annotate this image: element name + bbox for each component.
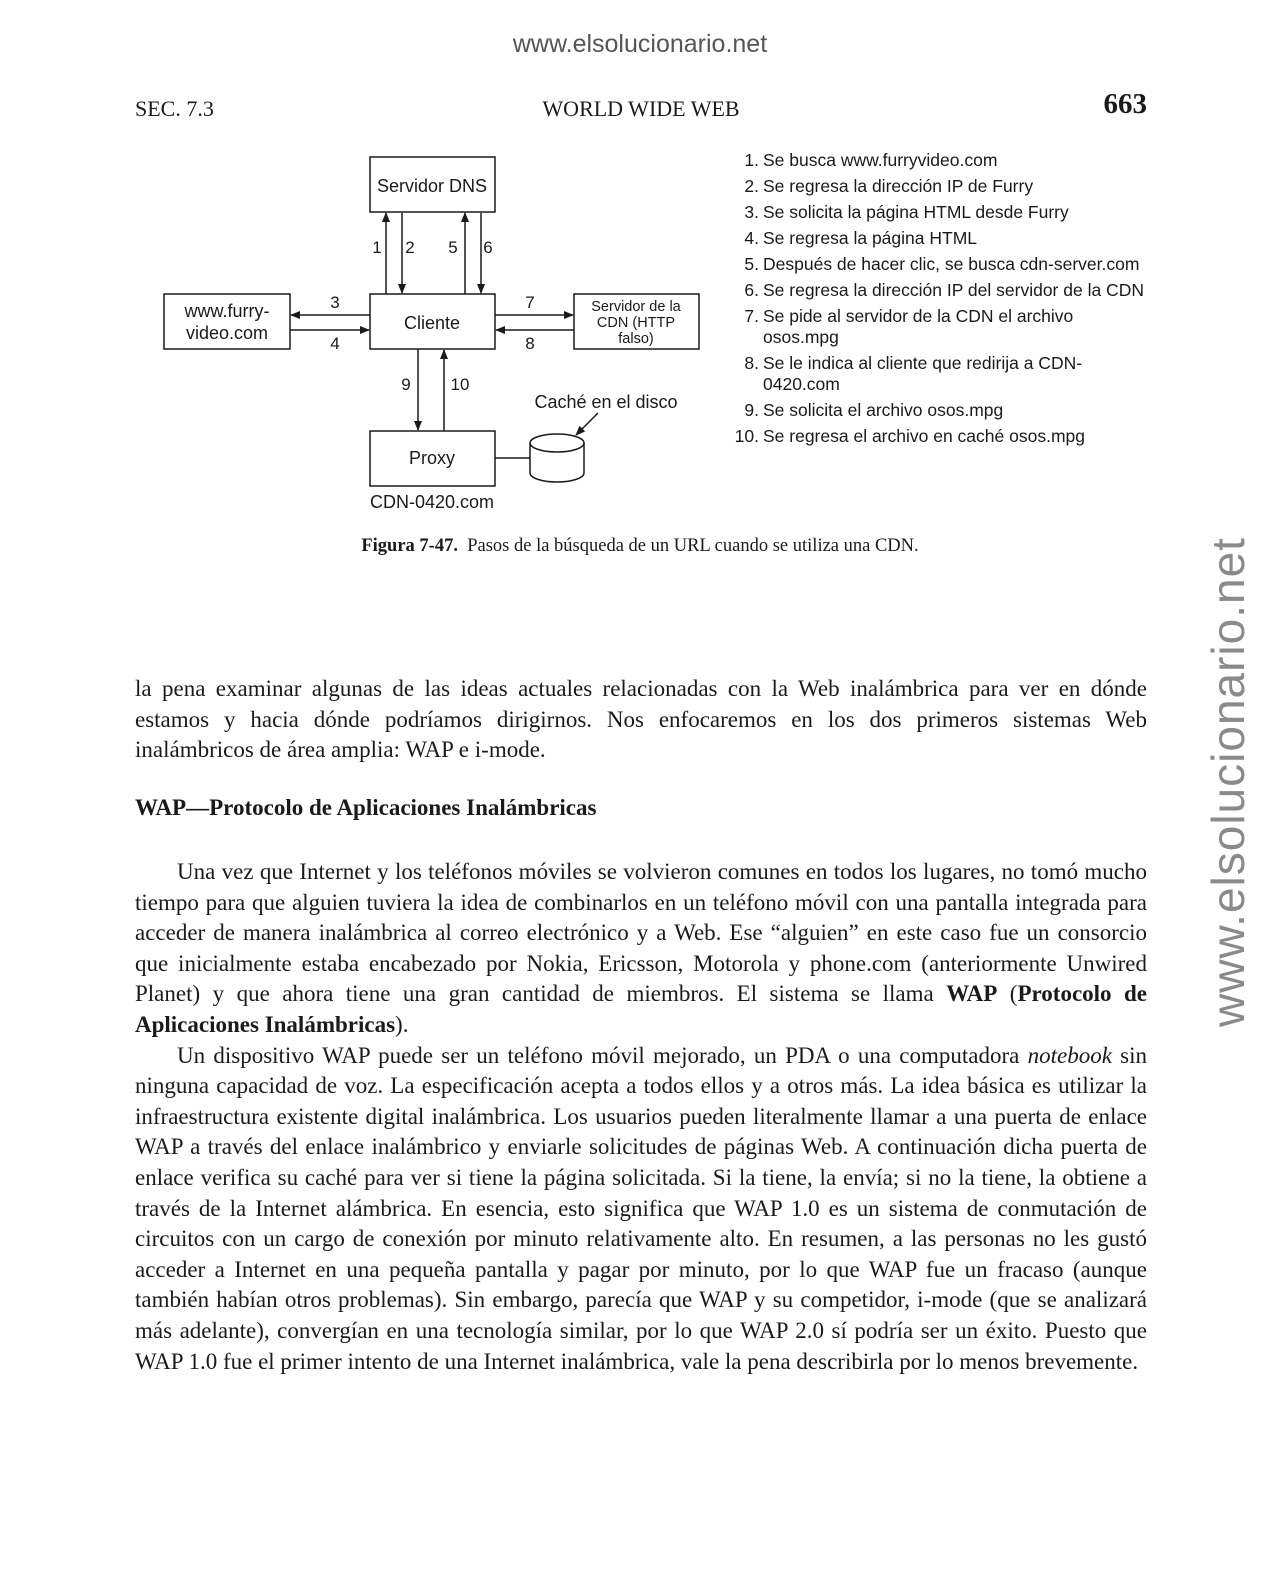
furry-label-line2: video.com bbox=[185, 323, 269, 343]
step-number: 5. bbox=[744, 254, 759, 274]
step-number: 1. bbox=[744, 150, 759, 170]
para2-wap-expansion: Protocolo de Aplicaciones Inalámbricas bbox=[135, 981, 1147, 1037]
cdn-label-line3: falso) bbox=[618, 331, 654, 347]
client-label: Cliente bbox=[403, 313, 461, 333]
step-text: Después de hacer clic, se busca cdn-server.com bbox=[763, 254, 1140, 274]
step-text: Se pide al servidor de la CDN el archivo osos.mpg bbox=[763, 306, 1074, 347]
step-text: Se busca www.furryvideo.com bbox=[763, 150, 998, 170]
para3-start: Un dispositivo WAP puede ser un teléfono móvil mejorado, un PDA o una computadora bbox=[177, 1042, 1028, 1068]
step-number: 8. bbox=[744, 353, 759, 373]
arrow-label-2: 2 bbox=[405, 238, 415, 257]
step-item bbox=[730, 280, 1150, 301]
step-number: 3. bbox=[744, 202, 759, 222]
step-text: Se le indica al cliente que redirija a CDN-0420.com bbox=[763, 353, 1083, 394]
arrow-label-8: 8 bbox=[525, 334, 535, 353]
step-list bbox=[730, 150, 1150, 452]
para2-wap-term: WAP bbox=[946, 981, 998, 1007]
cdn-label-line1: Servidor de la bbox=[591, 299, 681, 315]
arrow-label-5: 5 bbox=[448, 238, 458, 257]
arrow-label-7: 7 bbox=[525, 293, 535, 312]
para2-text: Una vez que Internet y los teléfonos móviles se volvieron comunes en todos los lugares, no tomó mucho tiempo para que alguien tuviera la idea de combinarlos en un teléfono móvil con una pantalla integrada para acceder de manera inalámbrica al correo electrónico y a Web. Ese “alguien” en este caso fue un consorcio que inicialmente estaba encabezado por Nokia, Ericsson, Motorola y phone.com (anteriormente Unwired Planet) y que ahora tiene una gran cantidad de miembros. El sistema se llama bbox=[135, 859, 1147, 1007]
dns-server-label: Servidor DNS bbox=[376, 176, 488, 196]
step-item bbox=[730, 400, 1150, 421]
step-number: 2. bbox=[744, 176, 759, 196]
step-text: Se solicita el archivo osos.mpg bbox=[763, 400, 1004, 420]
step-number: 7. bbox=[744, 306, 759, 326]
step-text: Se regresa la dirección IP de Furry bbox=[763, 176, 1034, 196]
step-number: 10. bbox=[734, 426, 759, 446]
para2-end: ). bbox=[395, 1011, 409, 1037]
paragraph-wap-device bbox=[135, 1041, 1147, 1378]
cdn-label-line2: CDN (HTTP bbox=[596, 315, 676, 331]
arrow-label-1: 1 bbox=[372, 238, 382, 257]
step-item bbox=[730, 176, 1150, 197]
para3-italic: notebook bbox=[1027, 1042, 1112, 1068]
arrow-label-6: 6 bbox=[483, 238, 493, 257]
step-text: Se regresa la dirección IP del servidor de la CDN bbox=[763, 280, 1144, 300]
step-item bbox=[730, 202, 1150, 223]
arrow-label-9: 9 bbox=[401, 375, 411, 394]
disk-cache-icon bbox=[530, 434, 584, 482]
step-text: Se regresa el archivo en caché osos.mpg bbox=[763, 426, 1085, 446]
cache-label: Caché en el disco bbox=[534, 392, 678, 412]
watermark-side: www.elsolucionario.net bbox=[1202, 537, 1254, 1027]
arrow-label-3: 3 bbox=[330, 293, 340, 312]
proxy-label: Proxy bbox=[408, 448, 456, 468]
para2-paren: ( bbox=[997, 981, 1018, 1007]
step-item bbox=[730, 426, 1150, 447]
step-text: Se solicita la página HTML desde Furry bbox=[763, 202, 1069, 222]
step-number: 9. bbox=[744, 400, 759, 420]
arrow-label-10: 10 bbox=[450, 375, 470, 394]
section-number: SEC. 7.3 bbox=[135, 96, 214, 121]
cdn-diagram bbox=[150, 145, 710, 525]
caption-label: Figura 7-47. bbox=[361, 536, 458, 556]
arrow-label-4: 4 bbox=[330, 334, 340, 353]
running-head bbox=[135, 88, 1147, 128]
running-title: WORLD WIDE WEB bbox=[542, 96, 740, 121]
step-number: 6. bbox=[744, 280, 759, 300]
step-item bbox=[730, 228, 1150, 249]
section-heading: WAP—Protocolo de Aplicaciones Inalámbricas bbox=[135, 795, 597, 820]
cache-pointer bbox=[576, 413, 598, 435]
cdn-diagram-svg bbox=[150, 145, 710, 525]
para3-rest: sin ninguna capacidad de voz. La especificación acepta a todos ellos y a otros más. La idea básica es utilizar la infraestructura existente digital inalámbrica. Los usuarios pueden literalmente llamar a una puerta de enlace WAP a través del enlace inalámbrico y enviarle solicitudes de páginas Web. A continuación dicha puerta de enlace verifica su caché para ver si tiene la página solicitada. Si la tiene, la envía; si no la tiene, la obtiene a través de la Internet alámbrica. En esencia, esto significa que WAP 1.0 es un sistema de conmutación de circuitos con un cargo de conexión por minuto relativamente alto. En resumen, a las personas no les gustó acceder a Internet en una pequeña pantalla y pagar por minuto, por lo que WAP fue un fracaso (aunque también habían otros problemas). Sin embargo, parecía que WAP y su competidor, i-mode (que se analizará más adelante), convergían en una tecnología similar, por lo que WAP 2.0 sí podría ser un éxito. Puesto que WAP 1.0 fue el primer intento de una Internet inalámbrica, vale la pena describirla por lo menos brevemente. bbox=[135, 1042, 1148, 1374]
step-item bbox=[730, 353, 1150, 395]
paragraph-intro bbox=[135, 674, 1147, 766]
step-item bbox=[730, 150, 1150, 171]
caption-text: Pasos de la búsqueda de un URL cuando se utiliza una CDN. bbox=[467, 536, 919, 556]
page-number: 663 bbox=[1103, 88, 1147, 120]
watermark-top: www.elsolucionario.net bbox=[512, 30, 768, 58]
step-number: 4. bbox=[744, 228, 759, 248]
proxy-host-label: CDN-0420.com bbox=[369, 492, 495, 512]
paragraph-intro-text: la pena examinar algunas de las ideas actuales relacionadas con la Web inalámbrica para ver en dónde estamos y hacia dónde podríamos dirigirnos. Nos enfocaremos en los dos primeros sistemas Web inalámbricos de área amplia: WAP e i-mode. bbox=[135, 676, 1147, 763]
step-item bbox=[730, 254, 1150, 275]
step-item bbox=[730, 306, 1150, 348]
paragraph-wap-history bbox=[135, 857, 1147, 1041]
paragraph-block bbox=[135, 857, 1147, 1377]
step-text: Se regresa la página HTML bbox=[763, 228, 977, 248]
figure-caption bbox=[0, 536, 1280, 557]
furry-label-line1: www.furry- bbox=[184, 301, 270, 321]
